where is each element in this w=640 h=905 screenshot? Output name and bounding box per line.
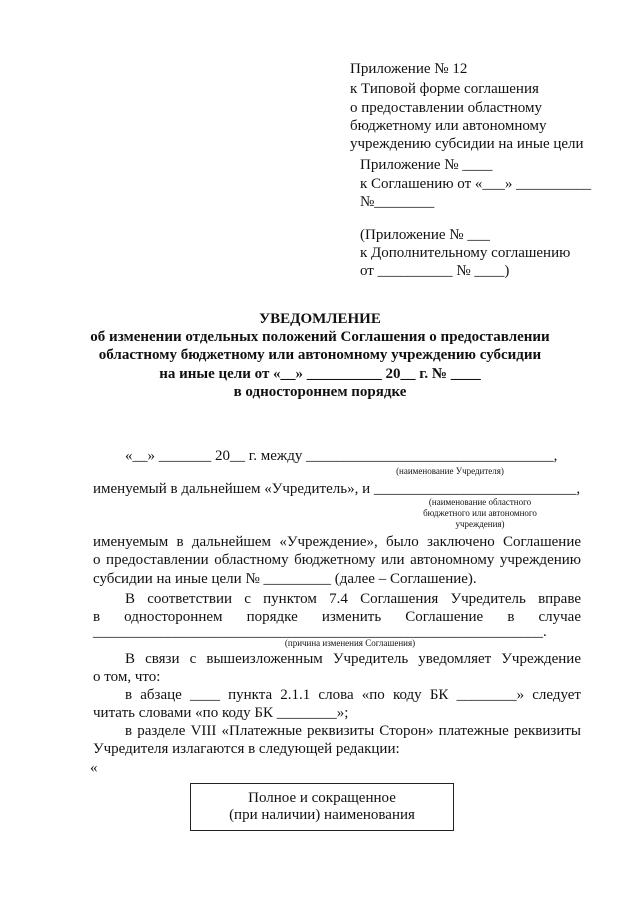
document-subtitle: на иные цели от «__» __________ 20__ г. № ____ xyxy=(159,366,481,382)
appendix-ref-line: к Типовой форме соглашения xyxy=(350,81,539,97)
caption-institution: учреждения) xyxy=(455,519,505,529)
paragraph-line: читать словами «по коду БК ________»; xyxy=(93,705,349,721)
document-title: УВЕДОМЛЕНИЕ xyxy=(259,311,381,327)
appendix-ref-line: о предоставлении областному xyxy=(350,100,543,116)
paragraph-line: В связи с вышеизложенным Учредитель уведомляет Учреждение xyxy=(125,651,581,667)
paragraph-line: в абзаце ____ пункта 2.1.1 слова «по коду БК ________» следует xyxy=(125,687,581,703)
box-line: Полное и сокращенное xyxy=(248,790,396,806)
supplement-ref-line: к Дополнительному соглашению xyxy=(360,245,571,261)
appendix-ref-line: учреждению субсидии на иные цели xyxy=(350,136,584,152)
paragraph-line: в одностороннем порядке изменить Соглашение в случае xyxy=(93,609,581,625)
caption-reason: (причина изменения Соглашения) xyxy=(284,638,416,648)
agreement-number-line: №________ xyxy=(360,194,435,210)
supplement-date-line: от __________ № ____) xyxy=(360,263,510,279)
appendix-ref-line: бюджетному или автономному xyxy=(350,118,547,134)
date-parties-line: «__» _______ 20__ г. между _________________________________, xyxy=(125,448,558,464)
reason-blank-line: ____________________________________________________________. xyxy=(93,624,547,640)
opening-quote: « xyxy=(90,760,98,776)
agreement-appendix-number: Приложение № ____ xyxy=(360,157,493,173)
paragraph-line: о предоставлении областному бюджетному или автономному учреждению xyxy=(93,552,581,568)
supplement-appendix-number: (Приложение № ___ xyxy=(360,227,490,243)
paragraph-line: субсидии на иные цели № _________ (далее – Соглашение). xyxy=(93,571,477,587)
paragraph-line: в разделе VIII «Платежные реквизиты Сторон» платежные реквизиты xyxy=(125,723,581,739)
name-box xyxy=(190,783,454,831)
paragraph-line: именуемым в дальнейшем «Учреждение», было заключено Соглашение xyxy=(93,534,581,550)
document-subtitle: об изменении отдельных положений Соглашения о предоставлении xyxy=(90,329,550,345)
document-subtitle: областному бюджетному или автономному учреждению субсидии xyxy=(98,347,542,363)
appendix-number: Приложение № 12 xyxy=(350,61,468,77)
founder-line: именуемый в дальнейшем «Учредитель», и ___________________________, xyxy=(93,481,581,497)
caption-institution: бюджетного или автономного xyxy=(423,508,537,518)
document-subtitle: в одностороннем порядке xyxy=(233,384,407,400)
paragraph-line: Учредителя излагаются в следующей редакции: xyxy=(93,741,400,757)
caption-institution: (наименование областного xyxy=(428,497,532,507)
paragraph-line: о том, что: xyxy=(93,669,161,685)
agreement-ref-line: к Соглашению от «___» __________ xyxy=(360,176,592,192)
box-line: (при наличии) наименования xyxy=(229,807,415,823)
caption-founder: (наименование Учредителя) xyxy=(396,466,504,476)
paragraph-line: В соответствии с пунктом 7.4 Соглашения Учредитель вправе xyxy=(125,591,581,607)
